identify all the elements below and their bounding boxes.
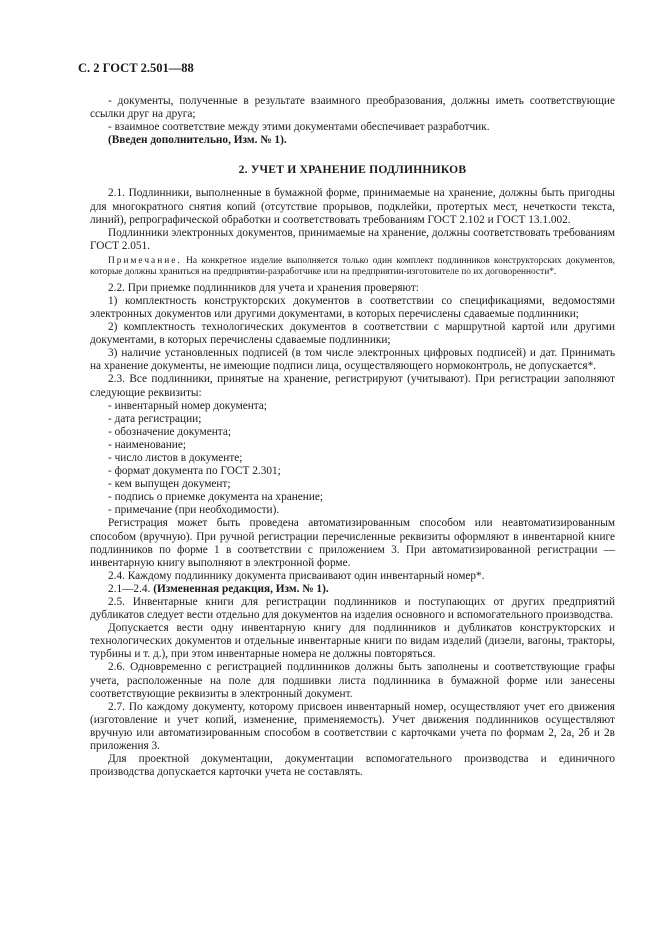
note xyxy=(90,256,615,279)
list-item: - примечание (при необходимости). xyxy=(108,504,280,517)
paragraph: Регистрация может быть проведена автоматизированным способом или неавтоматизированным способом (вручную). При ручной регистрации перечисленные реквизиты оформляют в инвентарной книге подлинников по форме 1 в соответствии с приложением 3. При автоматизированной регистрации — инвентарную книгу выполняют в электронной форме. xyxy=(90,517,615,569)
note-text: На конкретное изделие выполняется только один комплект подлинников конструкторских документов, которые должны храниться на предприятии-разработчике или на предприятии-изготовителе по их договоренности*. xyxy=(90,255,615,278)
list-item: - подпись о приемке документа на хранение; xyxy=(108,491,324,504)
list-item: - инвентарный номер документа; xyxy=(108,399,268,412)
list-item: 3) наличие установленных подписей (в том числе электронных цифровых подписей) и дат. Принимать на хранение документы, не имеющие подписи лица, осуществляющего нормоконтроль, не допускается*. xyxy=(90,347,615,373)
clause-range: 2.1—2.4. xyxy=(108,582,154,595)
clause-2-7: 2.7. По каждому документу, которому присвоен инвентарный номер, осуществляют учет его движения (изготовление и учет копий, изменение, применяемость). Учет движения подлинников осуществляют вручную или автоматизированным способом в соответствии с карточками учета по формам 2, 2а, 2б и 2в приложения 3. xyxy=(90,700,615,753)
clause-2-2: 2.2. При приемке подлинников для учета и хранения проверяют: xyxy=(108,281,419,294)
amendment-note xyxy=(90,583,615,596)
amendment-text: (Измененная редакция, Изм. № 1). xyxy=(153,582,329,595)
clause-2-6: 2.6. Одновременно с регистрацией подлинников должны быть заполнены и соответствующие графы учета, расположенные на поле для подшивки листа подлинника в бумажной форме или занесены соответствующие реквизиты в электронный документ. xyxy=(90,661,615,700)
list-item: - наименование; xyxy=(108,438,186,451)
clause-2-1: 2.1. Подлинники, выполненные в бумажной форме, принимаемые на хранение, должны быть пригодны для многократного снятия копий (отсутствие прорывов, подклейки, протертых мест, нечеткости текста, линий), репрографической обработки и соответствовать требованиям ГОСТ 2.102 и ГОСТ 13.1.002. xyxy=(90,187,615,226)
paragraph: Для проектной документации, документации вспомогательного производства и единичного производства допускается карточки учета не составлять. xyxy=(90,753,615,779)
list-item: - формат документа по ГОСТ 2.301; xyxy=(108,465,281,478)
clause-2-5: 2.5. Инвентарные книги для регистрации подлинников и поступающих от других предприятий дубликатов следует вести отдельно для документов на изделия основного и вспомогательного производства. xyxy=(90,596,615,622)
list-item: - число листов в документе; xyxy=(108,451,243,464)
paragraph: Подлинники электронных документов, принимаемые на хранение, должны соответствовать требованиям ГОСТ 2.051. xyxy=(90,226,615,252)
paragraph: Допускается вести одну инвентарную книгу для подлинников и дубликатов конструкторских и технологических документов и отдельные инвентарные книги по видам изделий (дизели, вагоны, тракторы, турбины и т. д.), при этом инвентарные номера не должны повторяться. xyxy=(90,622,615,661)
paragraph: - взаимное соответствие между этими документами обеспечивает разработчик. xyxy=(108,121,490,134)
list-item: 1) комплектность конструкторских документов в соответствии со спецификациями, ведомостями электронных документов или другими документами, в которых перечислены сдаваемые подлинники; xyxy=(90,294,615,320)
section-title: 2. УЧЕТ И ХРАНЕНИЕ ПОДЛИННИКОВ xyxy=(238,163,467,177)
list-item: - обозначение документа; xyxy=(108,425,231,438)
document-body xyxy=(90,95,615,779)
page-header: С. 2 ГОСТ 2.501—88 xyxy=(78,61,194,75)
clause-2-4: 2.4. Каждому подлиннику документа присваивают один инвентарный номер*. xyxy=(108,569,485,582)
clause-2-3: 2.3. Все подлинники, принятые на хранение, регистрируют (учитывают). При регистрации заполняют следующие реквизиты: xyxy=(90,373,615,399)
list-item: 2) комплектность технологических документов в соответствии с маршрутной картой или другими документами, в которых перечислены сдаваемые подлинники; xyxy=(90,321,615,347)
paragraph: - документы, полученные в результате взаимного преобразования, должны иметь соответствующие ссылки друг на друга; xyxy=(90,95,615,121)
list-item: - кем выпущен документ; xyxy=(108,478,231,491)
amendment-note: (Введен дополнительно, Изм. № 1). xyxy=(108,134,287,147)
list-item: - дата регистрации; xyxy=(108,412,202,425)
note-label: Примечание. xyxy=(108,255,182,266)
